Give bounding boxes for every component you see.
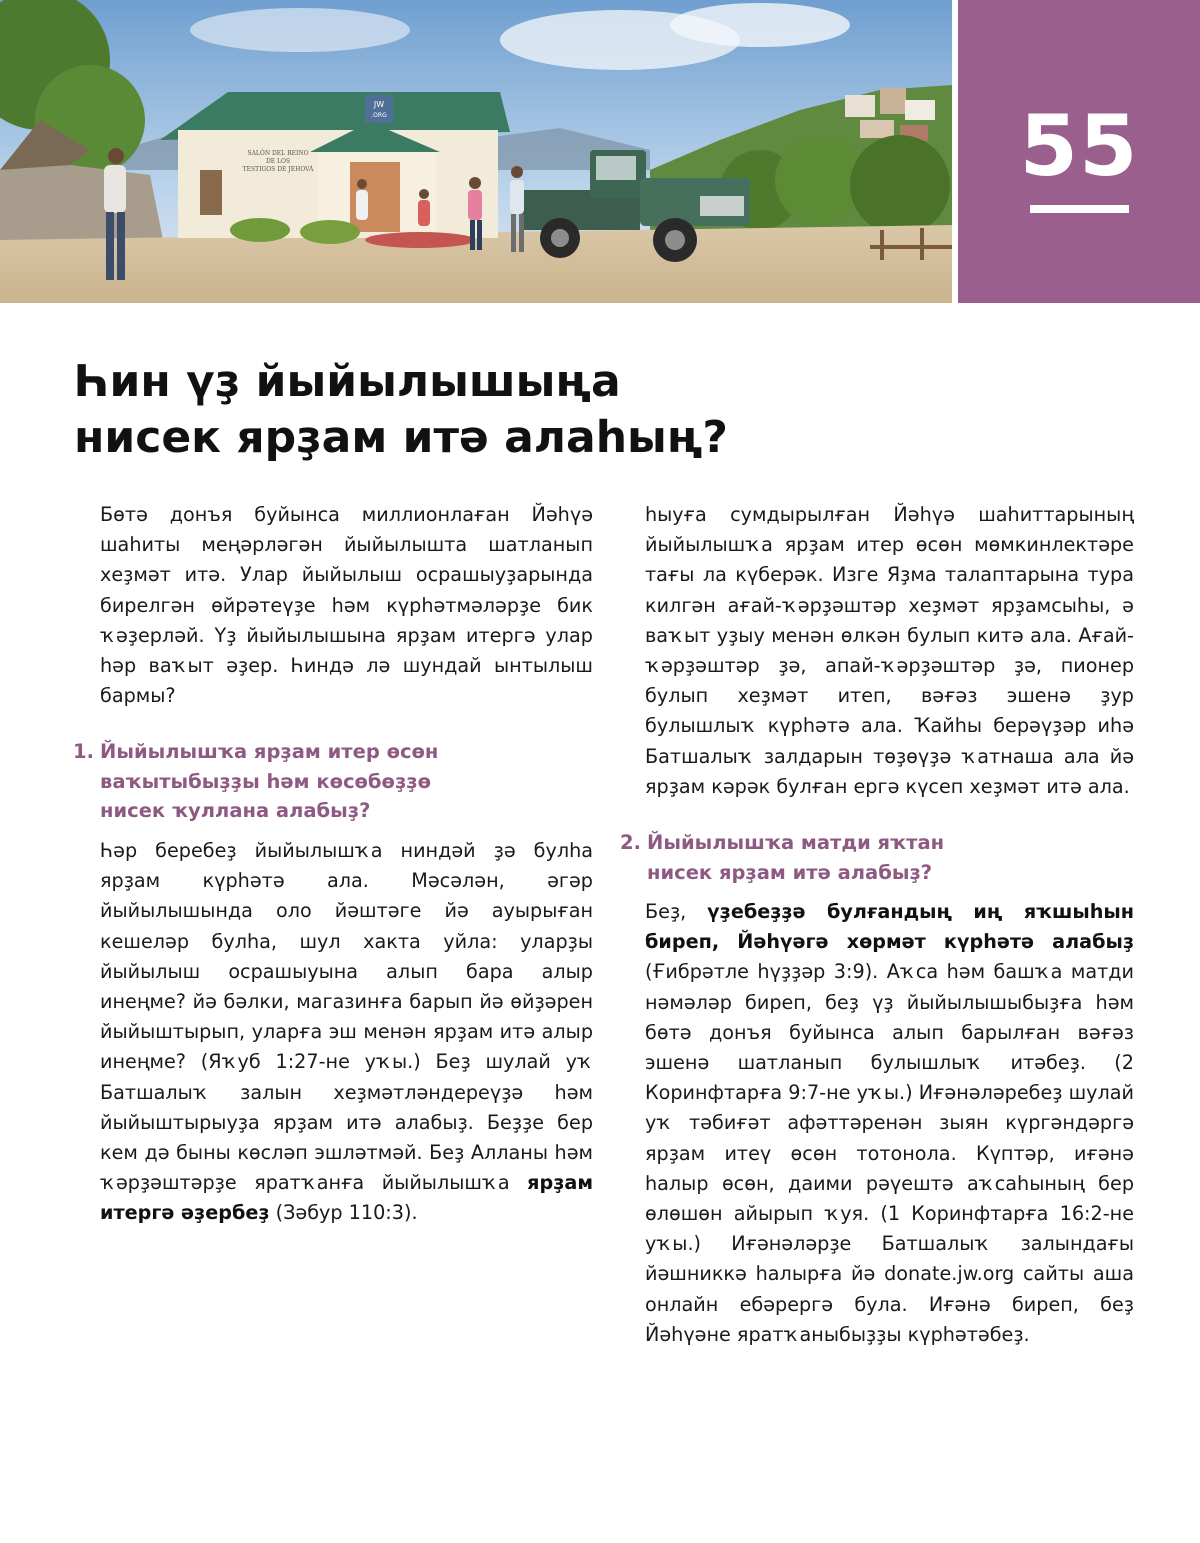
lesson-number-underline xyxy=(1030,205,1129,213)
right-column xyxy=(620,500,1134,1350)
section-1-text: Һәр беребеҙ йыйылышҡа ниндәй ҙә булһа ярҙам күрһәтә ала. Мәсәлән, әгәр йыйылышында оло йәштәге йә ауырыған кешеләр булһа, шул хакта уйла: уларҙы йыйылыш осрашыуына алып бара алыр инеңме? йә бәлки, магазинға барып йә өйҙәрен йыйыштырып, уларға эш менән ярҙам итә алыр инеңме? (Яҡуб 1:27-не уҡы.) Беҙ шулай уҡ Батшалыҡ залын хеҙмәтләндереүҙә һәм йыйыштырыуҙа ярҙам итә алабыҙ. Беҙҙе бер кем дә быны көсләп эшләтмәй. Беҙ Алланы һәм ҡәрҙәштәрҙе яратҡанға йыйылышҡа xyxy=(100,838,593,1195)
section-1-emphasis: ярҙам итергә әҙербеҙ xyxy=(100,1171,594,1225)
section-1-heading xyxy=(73,737,593,826)
lesson-title-line-1: Һин үҙ йыйылышыңа xyxy=(74,356,621,407)
section-1-continued-paragraph: һыуға сумдырылған Йәһүә шаһиттарының йыйылышҡа ярҙам итер өсөн мөмкинлектәре тағы ла күберәк. Изге Яҙма талаптарына тура килгән ағай-ҡәрҙәштәр хеҙмәт ярҙамсыһы, ә ваҡыт уҙыу менән өлкән булып китә ала. Ағай-ҡәрҙәштәр ҙә, апай-ҡәрҙәштәр ҙә, пионер булып хеҙмәт итеп, вәғәз эшенә ҙур булышлыҡ күрһәтә ала. Ҡайһы берәүҙәр иһә Батшалыҡ залдарын төҙөүҙә ҡатнаша ала йә ярҙам кәрәк булған ергә күсеп хеҙмәт итә ала. xyxy=(645,503,1134,798)
intro-paragraph: Бөтә донъя буйынса миллионлаған Йәһүә шаһиты меңәрләгән йыйылышта шатланып хеҙмәт итә. Улар йыйылыш осрашыуҙарында бирелгән өйрәтеүҙе һәм күрһәтмәләрҙе бик ҡәҙерләй. Үҙ йыйылышына ярҙам итергә улар һәр ваҡыт әҙер. Һиндә лә шундай ынтылыш бармы? xyxy=(100,503,593,708)
lesson-number-badge xyxy=(958,0,1200,303)
section-1-scripture-ref: (Зәбур 110:3). xyxy=(275,1201,418,1225)
kingdom-hall-scene xyxy=(0,0,952,303)
hero-illustration xyxy=(0,0,952,303)
section-2-question-line: Йыйылышҡа матди яҡтан xyxy=(647,831,945,855)
section-1-question xyxy=(100,737,438,826)
section-1-question-line: ваҡытыбыҙҙы һәм көсөбөҙҙө xyxy=(100,769,432,793)
section-1-question-line: Йыйылышҡа ярҙам итер өсөн xyxy=(100,740,439,764)
svg-text:JW: JW xyxy=(373,100,385,109)
section-1-paragraph xyxy=(73,836,593,1229)
section-2-text-start: Беҙ, xyxy=(645,900,687,924)
section-1-number: 1. xyxy=(73,740,94,764)
section-2-text-rest: (Ғибрәтле һүҙҙәр 3:9). Аҡса һәм башҡа матди нәмәләр биреп, беҙ үҙ йыйылышыбыҙға һәм бөтә донъя буйынса алып барылған вәғәз эшенә шатланып булышлыҡ итәбеҙ. (2 Коринфтарға 9:7-не уҡы.) Иғәнәләребеҙ шулай уҡ тәбиғәт афәттәренән зыян күргәндәргә ярҙам итеү өсөн тотонола. Күптәр, иғәнә һалыр өсөн, даими рәүештә аҡсаһының бер өлөшөн айырып ҡуя. (1 Коринфтарға 16:2-не уҡы.) Иғәнәләрҙе Батшалыҡ залындағы йәшниккә һалырға йә donate.jw.org сайты аша онлайн ебәрергә була. Иғәнә биреп, беҙ Йәһүәне яратҡаныбыҙҙы күрһәтәбеҙ. xyxy=(645,960,1134,1346)
lesson-title xyxy=(74,354,974,466)
section-2-number: 2. xyxy=(620,831,641,855)
section-1-question-line: нисек ҡуллана алабыҙ? xyxy=(100,799,371,823)
section-2-question-line: нисек ярҙам итә алабыҙ? xyxy=(647,860,933,884)
left-column xyxy=(73,500,593,1229)
section-2-heading xyxy=(620,828,1134,887)
section-2-question xyxy=(647,828,944,887)
svg-text:TESTIGOS DE JEHOVÁ: TESTIGOS DE JEHOVÁ xyxy=(242,166,314,173)
svg-text:.ORG: .ORG xyxy=(371,112,387,119)
svg-text:SALÓN DEL REINO: SALÓN DEL REINO xyxy=(247,150,309,157)
section-2-emphasis: үҙебеҙҙә булғандың иң яҡшыһын биреп, Йәһүәгә хөрмәт күрһәтә алабыҙ xyxy=(645,900,1134,954)
lesson-number: 55 xyxy=(1019,97,1139,195)
svg-text:DE LOS: DE LOS xyxy=(265,158,291,165)
section-2-paragraph xyxy=(620,897,1134,1350)
lesson-title-line-2: нисек ярҙам итә алаһың? xyxy=(74,412,728,463)
